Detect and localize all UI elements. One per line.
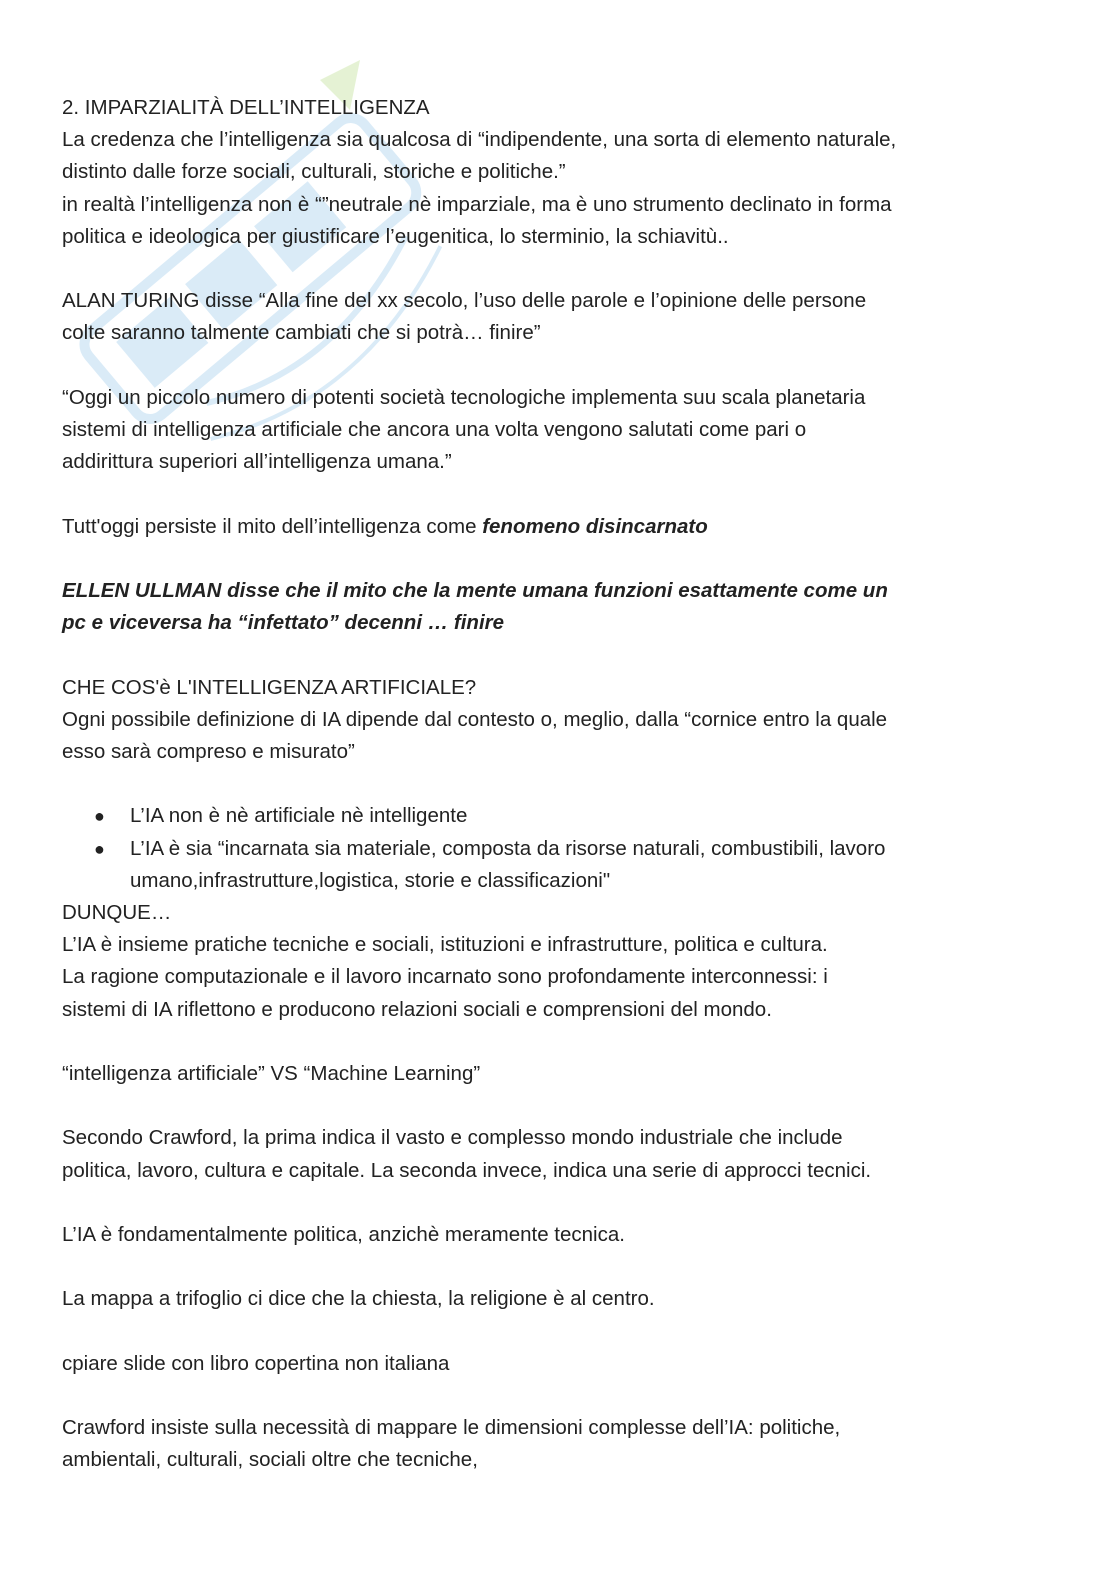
list-item — [62, 833, 1062, 897]
versus-line: “intelligenza artificiale” VS “Machine Learning” — [62, 1061, 481, 1085]
trefoil-line: La mappa a trifoglio ci dice che la chiesta, la religione è al centro. — [62, 1287, 655, 1311]
section-heading-impartiality: 2. IMPARZIALITÀ DELL’INTELLIGENZA — [62, 96, 430, 119]
today-quote-line: sistemi di intelligenza artificiale che ancora una volta vengono salutati come pari o — [62, 418, 807, 441]
paragraph-line: politica e ideologica per giustificare l’eugenitica, lo sterminio, la schiavitù.. — [62, 224, 729, 248]
paragraph-line: esso sarà compreso e misurato” — [62, 739, 355, 763]
list-item — [62, 800, 1062, 832]
paragraph-line: Ogni possibile definizione di IA dipende dal contesto o, meglio, dalla “cornice entro la quale — [62, 707, 888, 731]
bullet-text: umano,infrastrutture,logistica, storie e classificazioni" — [130, 868, 611, 892]
ullman-line: ELLEN ULLMAN disse che il mito che la mente umana funzioni esattamente come un — [62, 578, 888, 602]
bullet-list — [62, 800, 1062, 897]
today-quote-line: “Oggi un piccolo numero di potenti società tecnologiche implementa suu scala planetaria — [62, 385, 866, 409]
paragraph-line: sistemi di IA riflettono e producono relazioni sociali e comprensioni del mondo. — [62, 997, 772, 1021]
section-heading-what-is-ai: CHE COS'è L'INTELLIGENZA ARTIFICIALE? — [62, 675, 477, 699]
ullman-line: pc e viceversa ha “infettato” decenni … finire — [62, 611, 505, 635]
copy-note-line: cpiare slide con libro copertina non italiana — [62, 1351, 450, 1375]
mapping-line: Crawford insiste sulla necessità di mappare le dimensioni complesse dell’IA: politiche, — [62, 1416, 841, 1440]
bullet-text: L’IA è sia “incarnata sia materiale, composta da risorse naturali, combustibili, lavoro — [130, 836, 886, 860]
bullet-dot: ● — [94, 806, 105, 827]
bullet-text: L’IA non è nè artificiale nè intelligente — [130, 804, 468, 828]
crawford-line: Secondo Crawford, la prima indica il vasto e complesso mondo industriale che include — [62, 1126, 843, 1150]
therefore-label: DUNQUE… — [62, 900, 172, 924]
turing-quote-line: colte saranno talmente cambiati che si potrà… finire” — [62, 321, 541, 345]
mapping-line: ambientali, culturali, sociali oltre che tecniche, — [62, 1448, 478, 1472]
turing-quote-line: ALAN TURING disse “Alla fine del xx secolo, l’uso delle parole e l’opinione delle persone — [62, 289, 867, 313]
crawford-line: politica, lavoro, cultura e capitale. La seconda invece, indica una serie di approcci tecnici. — [62, 1158, 872, 1182]
paragraph-line: distinto dalle forze sociali, culturali, storiche e politiche.” — [62, 160, 566, 184]
today-quote-line: addirittura superiori all’intelligenza umana.” — [62, 450, 452, 474]
myth-prefix: Tutt'oggi persiste il mito dell’intelligenza come — [62, 514, 483, 538]
document-page — [62, 92, 1062, 1477]
political-line: L’IA è fondamentalmente politica, anzichè meramente tecnica. — [62, 1222, 625, 1246]
paragraph-line: La ragione computazionale e il lavoro incarnato sono profondamente interconnessi: i — [62, 965, 828, 989]
bullet-dot: ● — [94, 838, 105, 859]
paragraph-line: La credenza che l’intelligenza sia qualcosa di “indipendente, una sorta di elemento naturale, — [62, 128, 897, 152]
paragraph-line: in realtà l’intelligenza non è “”neutrale nè imparziale, ma è uno strumento declinato in forma — [62, 192, 892, 216]
paragraph-line: L’IA è insieme pratiche tecniche e sociali, istituzioni e infrastrutture, politica e cultura. — [62, 933, 828, 957]
myth-emphasis: fenomeno disincarnato — [482, 514, 708, 538]
myth-sentence — [62, 511, 1062, 543]
